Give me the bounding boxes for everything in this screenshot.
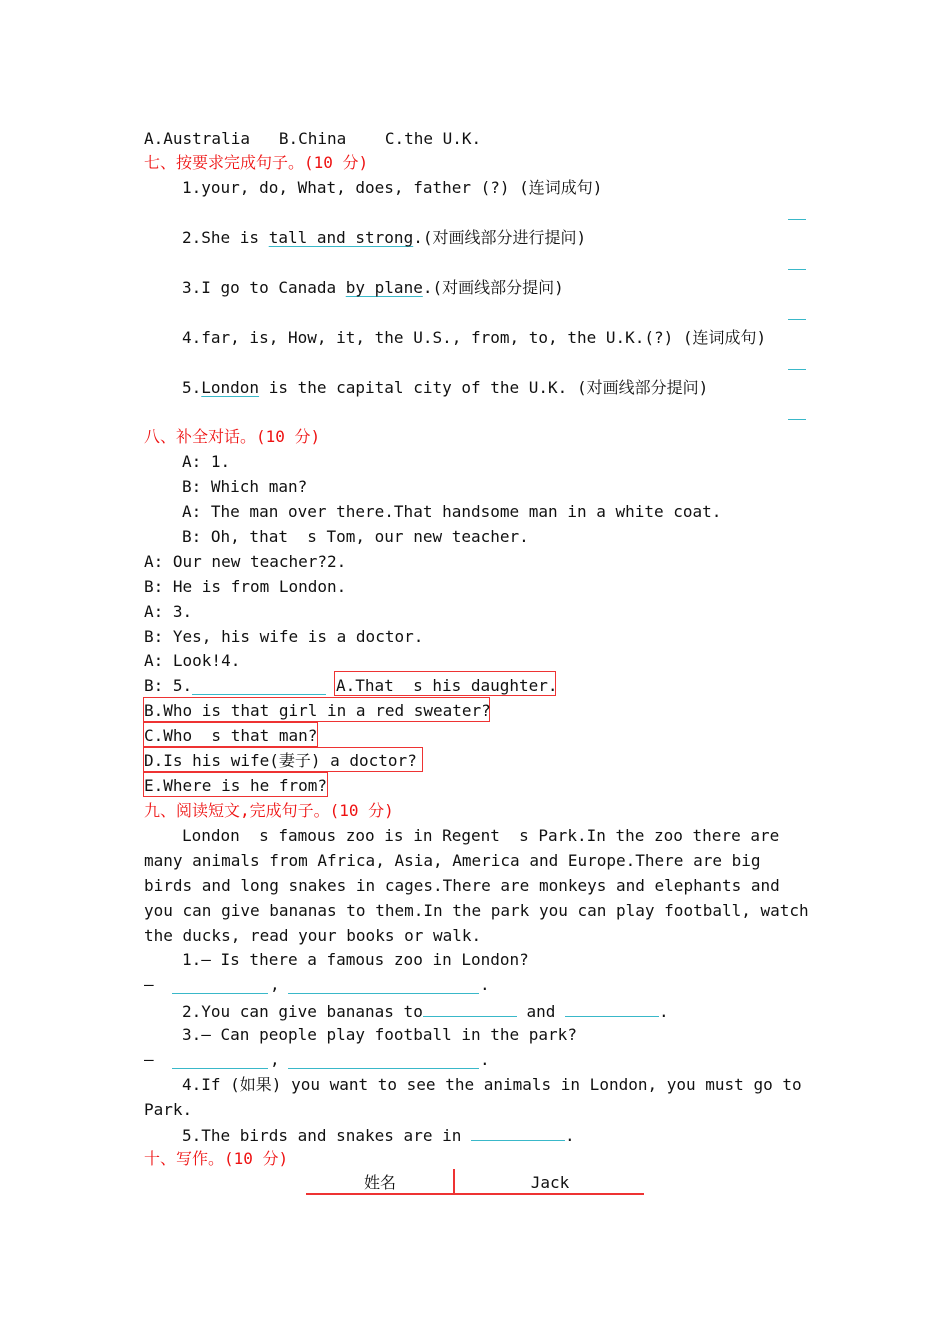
- answer-mark-4: [788, 369, 806, 370]
- s9-question-3: 3.— Can people play football in the park?: [182, 1025, 577, 1044]
- s7-question-5: 5.London is the capital city of the U.K. (对画线部分提问): [182, 378, 709, 397]
- answer-blank: [288, 1052, 479, 1069]
- table-bottom-line: [306, 1193, 644, 1195]
- dialog-line-3: A: The man over there.That handsome man in a white coat.: [182, 502, 722, 521]
- s9-question-5: 5.The birds and snakes are in .: [182, 1126, 575, 1145]
- s9-question-4: 4.If (如果) you want to see the animals in London, you must go to: [182, 1075, 802, 1094]
- option-a: A.That s his daughter.: [336, 676, 558, 695]
- passage-line-5: the ducks, read your books or walk.: [144, 926, 482, 945]
- answer-mark-3: [788, 319, 806, 320]
- name-label: 姓名: [363, 1173, 396, 1192]
- answer-blank: [172, 977, 268, 994]
- answer-mark-1: [788, 219, 806, 220]
- underlined-part: tall and strong: [268, 228, 414, 247]
- s9-question-1: 1.— Is there a famous zoo in London?: [182, 950, 529, 969]
- options-line: A.Australia B.China C.the U.K.: [144, 129, 482, 148]
- passage-line-4: you can give bananas to them.In the park you can play football, watch: [144, 901, 809, 920]
- option-d: D.Is his wife(妻子) a doctor?: [144, 751, 417, 770]
- option-b: B.Who is that girl in a red sweater?: [144, 701, 491, 720]
- dialog-line-6: B: He is from London.: [144, 577, 347, 596]
- answer-mark-5: [788, 419, 806, 420]
- underlined-part: by plane: [345, 278, 423, 297]
- dialog-line-5: A: Our new teacher?2.: [144, 552, 347, 571]
- dialog-line-10: B: 5.: [144, 676, 193, 695]
- s9-question-2: 2.You can give bananas to and .: [182, 1002, 669, 1021]
- section9-heading: 九、阅读短文,完成句子。(10 分): [144, 801, 394, 820]
- answer-blank: [423, 1000, 517, 1017]
- dash: —: [144, 1050, 154, 1069]
- answer-blank: [471, 1124, 565, 1141]
- answer-mark-2: [788, 269, 806, 270]
- table-divider: [453, 1169, 455, 1194]
- s7-question-4: 4.far, is, How, it, the U.S., from, to, the U.K.(?) (连词成句): [182, 328, 767, 347]
- s7-question-3: 3.I go to Canada by plane.(对画线部分提问): [182, 278, 564, 297]
- passage-line-1: London s famous zoo is in Regent s Park.In the zoo there are: [182, 826, 780, 845]
- s7-question-2: 2.She is tall and strong.(对画线部分进行提问): [182, 228, 587, 247]
- dialog-line-8: B: Yes, his wife is a doctor.: [144, 627, 424, 646]
- comma: ,: [270, 975, 280, 994]
- dialog-line-2: B: Which man?: [182, 477, 308, 496]
- section10-heading: 十、写作。(10 分): [144, 1149, 289, 1168]
- s9-question-4-cont: Park.: [144, 1100, 193, 1119]
- section7-heading: 七、按要求完成句子。(10 分): [144, 153, 369, 172]
- dialog-line-7: A: 3.: [144, 602, 193, 621]
- answer-blank: [565, 1000, 659, 1017]
- underlined-part: London: [201, 378, 260, 397]
- option-e: E.Where is he from?: [144, 776, 328, 795]
- answer-blank: [192, 678, 326, 695]
- name-value: Jack: [530, 1173, 570, 1192]
- s7-question-1: 1.your, do, What, does, father (?) (连词成句): [182, 178, 603, 197]
- answer-blank: [288, 977, 479, 994]
- dialog-line-4: B: Oh, that s Tom, our new teacher.: [182, 527, 529, 546]
- section8-heading: 八、补全对话。(10 分): [144, 427, 321, 446]
- passage-line-2: many animals from Africa, Asia, America and Europe.There are big: [144, 851, 761, 870]
- period: .: [480, 975, 490, 994]
- passage-line-3: birds and long snakes in cages.There are monkeys and elephants and: [144, 876, 780, 895]
- answer-blank: [172, 1052, 268, 1069]
- period: .: [480, 1050, 490, 1069]
- comma: ,: [270, 1050, 280, 1069]
- dialog-line-9: A: Look!4.: [144, 651, 241, 670]
- option-c: C.Who s that man?: [144, 726, 318, 745]
- dialog-line-1: A: 1.: [182, 452, 231, 471]
- dash: —: [144, 975, 154, 994]
